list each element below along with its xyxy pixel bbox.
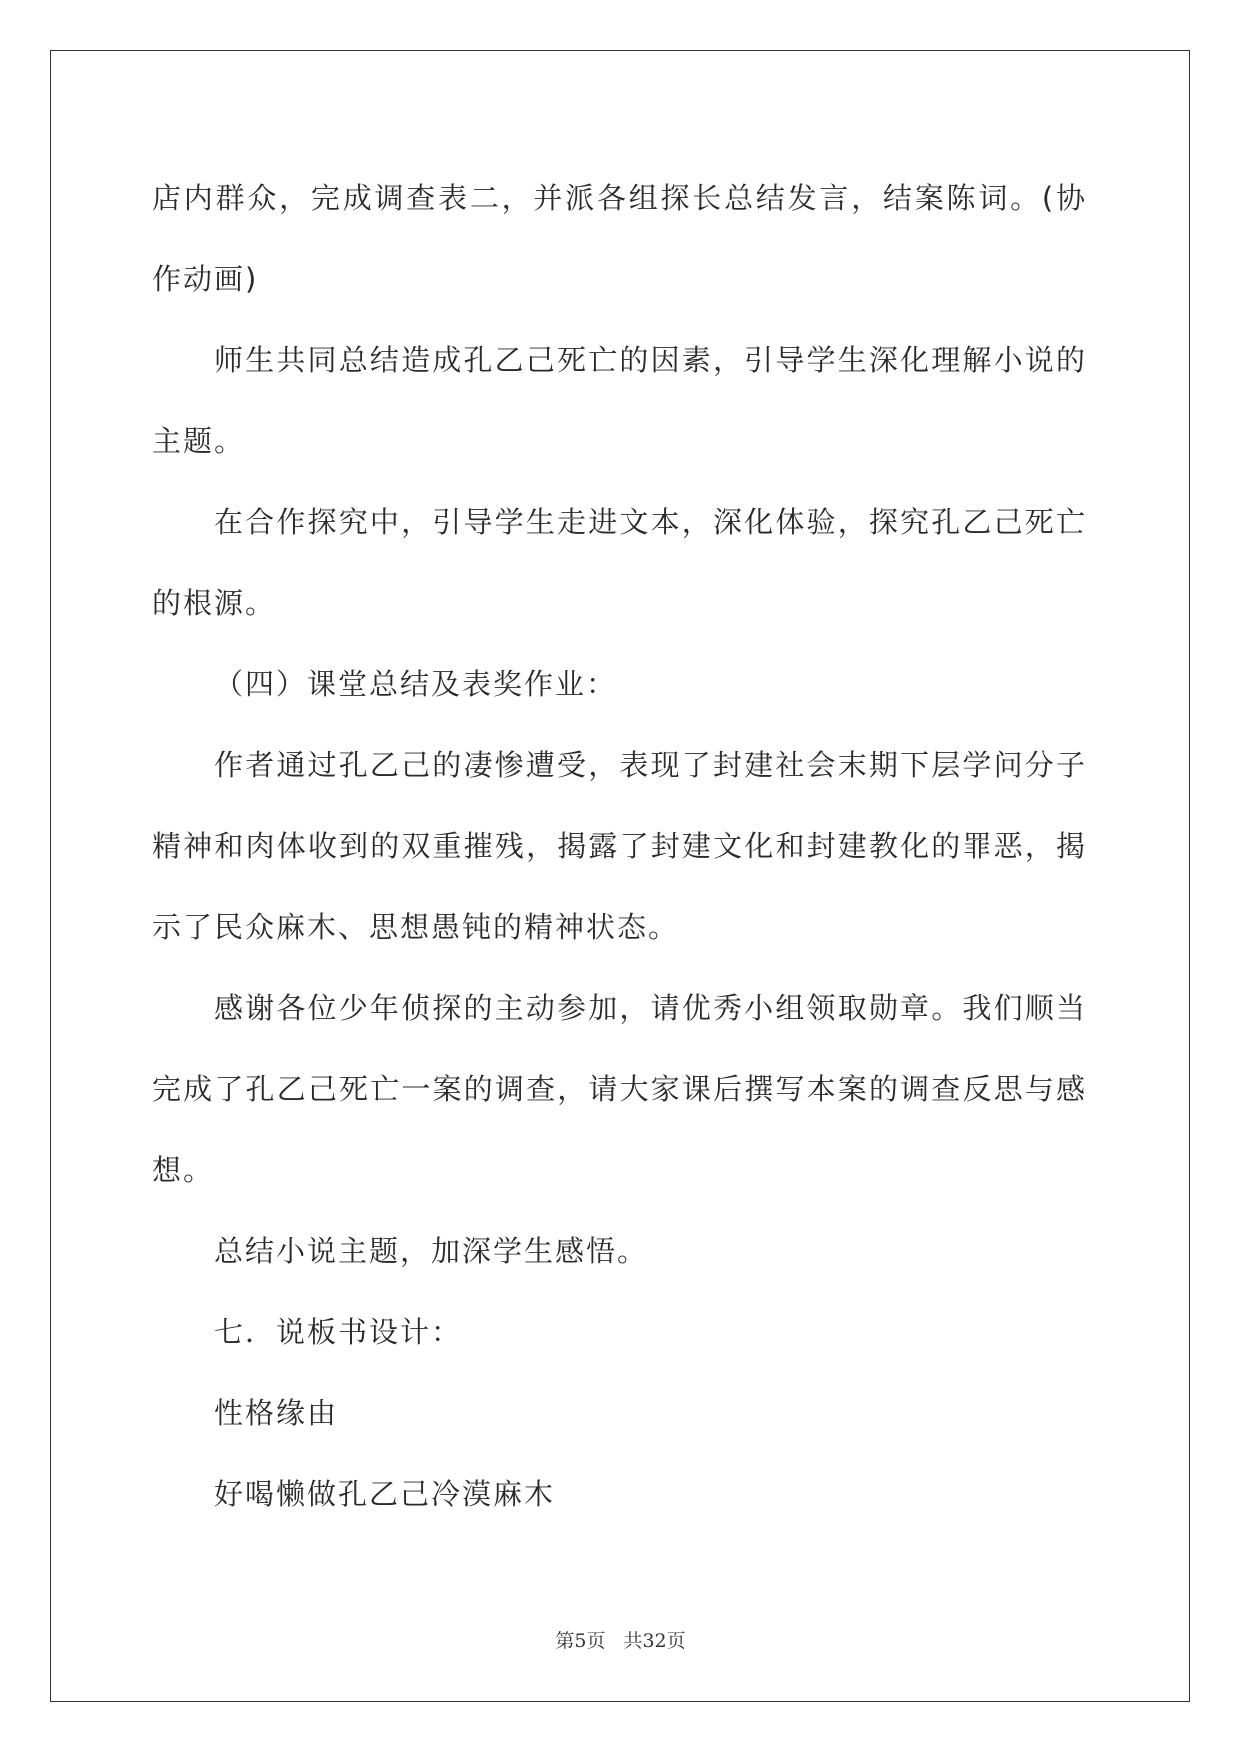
paragraph: 好喝懒做孔乙己冷漠麻木 bbox=[214, 1477, 556, 1511]
paragraph: 作者通过孔乙己的凄惨遭受，表现了封建社会末期下层学问分子精神和肉体收到的双重摧残，揭露了封建文化和封建教化的罪恶，揭示了民众麻木、思想愚钝的精神状态。 bbox=[152, 748, 1087, 944]
paragraph: 感谢各位少年侦探的主动参加，请优秀小组领取勋章。我们顺当完成了孔乙己死亡一案的调查，请大家课后撰写本案的调查反思与感想。 bbox=[152, 991, 1087, 1187]
page-number: 第5页 bbox=[555, 1630, 606, 1652]
paragraph: 师生共同总结造成孔乙己死亡的因素，引导学生深化理解小说的主题。 bbox=[152, 343, 1087, 458]
paragraph: 在合作探究中，引导学生走进文本，深化体验，探究孔乙己死亡的根源。 bbox=[152, 505, 1087, 620]
section-heading: 七．说板书设计： bbox=[214, 1315, 463, 1349]
section-heading: （四）课堂总结及表奖作业： bbox=[214, 667, 618, 701]
page-footer bbox=[0, 1626, 1241, 1653]
paragraph: 总结小说主题，加深学生感悟。 bbox=[214, 1234, 649, 1268]
paragraph: 性格缘由 bbox=[214, 1396, 339, 1430]
document-body bbox=[152, 158, 1087, 1535]
page-total: 共32页 bbox=[623, 1630, 686, 1652]
paragraph: 店内群众，完成调查表二，并派各组探长总结发言，结案陈词。(协作动画) bbox=[152, 181, 1087, 296]
